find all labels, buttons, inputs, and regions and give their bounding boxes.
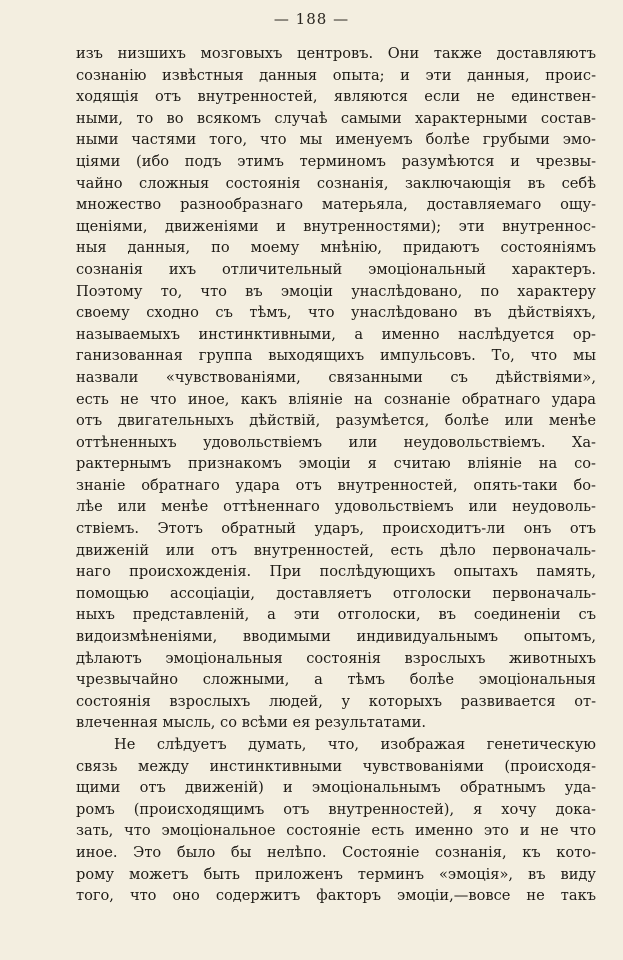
text-line: знаніе обратнаго удара отъ внутренностей, опять-таки бо- (76, 476, 596, 494)
text-line: ными частями того, что мы именуемъ болѣе грубыми эмо- (76, 131, 596, 149)
text-line: рому можетъ быть приложенъ терминъ «эмоція», въ виду (76, 865, 596, 883)
text-line: ныя данныя, по моему мнѣнію, придаютъ состояніямъ (76, 239, 596, 257)
paragraph (76, 734, 596, 907)
paragraph (76, 43, 596, 734)
text-line: рактернымъ признакомъ эмоціи я считаю вліяніе на со- (76, 455, 596, 473)
text-line: называемыхъ инстинктивными, а именно наслѣдуется ор- (76, 325, 596, 343)
text-line: ными, то во всякомъ случаѣ самыми характерными состав- (76, 109, 596, 127)
text-line: отъ двигательныхъ дѣйствій, разумѣется, болѣе или менѣе (76, 412, 596, 430)
text-line: видоизмѣненіями, вводимыми индивидуальнымъ опытомъ, (76, 628, 596, 646)
text-line: щеніями, движеніями и внутренностями); эти внутреннос- (76, 217, 596, 235)
page-number: — 188 — (273, 10, 350, 28)
text-line: назвали «чувствованіями, связанными съ дѣйствіями», (76, 368, 596, 386)
text-line: Не слѣдуетъ думать, что, изображая генетическую (114, 736, 596, 753)
text-line: изъ низшихъ мозговыхъ центровъ. Они также доставляютъ (76, 45, 596, 62)
text-line: есть не что иное, какъ вліяніе на сознаніе обратнаго удара (76, 390, 596, 408)
text-line: сознанія ихъ отличительный эмоціональный характеръ. (76, 260, 596, 278)
text-line: дѣлаютъ эмоціональныя состоянія взрослыхъ животныхъ (76, 649, 596, 667)
text-line: чрезвычайно сложными, а тѣмъ болѣе эмоціональныя (76, 671, 596, 689)
text-line: того, что оно содержитъ факторъ эмоціи,—вовсе не такъ (76, 887, 596, 905)
text-line: ходящія отъ внутренностей, являются если не единствен- (76, 88, 596, 106)
text-line: движеній или отъ внутренностей, есть дѣло первоначаль- (76, 541, 596, 559)
text-line: связь между инстинктивными чувствованіями (происходя- (76, 757, 596, 775)
text-line: сознанію извѣстныя данныя опыта; и эти данныя, проис- (76, 66, 596, 84)
text-line: своему сходно съ тѣмъ, что унаслѣдовано въ дѣйствіяхъ, (76, 304, 596, 322)
text-line: оттѣненныхъ удовольствіемъ или неудовольствіемъ. Ха- (76, 433, 596, 451)
text-line: ныхъ представленій, а эти отголоски, въ соединеніи съ (76, 606, 596, 624)
text-line: ганизованная группа выходящихъ импульсовъ. То, что мы (76, 347, 596, 365)
text-line: наго происхожденія. При послѣдующихъ опытахъ память, (76, 563, 596, 581)
text-line: Поэтому то, что въ эмоціи унаслѣдовано, по характеру (76, 282, 596, 300)
text-line: ціями (ибо подъ этимъ терминомъ разумѣются и чрезвы- (76, 152, 596, 170)
text-line: влеченная мысль, со всѣми ея результатами. (76, 714, 427, 732)
text-line: чайно сложныя состоянія сознанія, заключающія въ себѣ (76, 174, 596, 192)
body-text (76, 43, 596, 907)
text-line: ствіемъ. Этотъ обратный ударъ, происходитъ-ли онъ отъ (76, 520, 596, 538)
text-line: состоянія взрослыхъ людей, у которыхъ развивается от- (76, 692, 596, 710)
text-line: иное. Это было бы нелѣпо. Состояніе сознанія, къ кото- (76, 843, 596, 861)
text-line: помощью ассоціаціи, доставляетъ отголоски первоначаль- (76, 584, 596, 602)
text-line: множество разнообразнаго матерьяла, доставляемаго ощу- (76, 196, 596, 214)
text-line: ромъ (происходящимъ отъ внутренностей), я хочу дока- (76, 800, 596, 818)
text-line: щими отъ движеній) и эмоціональнымъ обратнымъ уда- (76, 779, 596, 797)
text-line: зать, что эмоціональное состояніе есть именно это и не что (76, 822, 596, 840)
text-line: лѣе или менѣе оттѣненнаго удовольствіемъ или неудоволь- (76, 498, 596, 516)
